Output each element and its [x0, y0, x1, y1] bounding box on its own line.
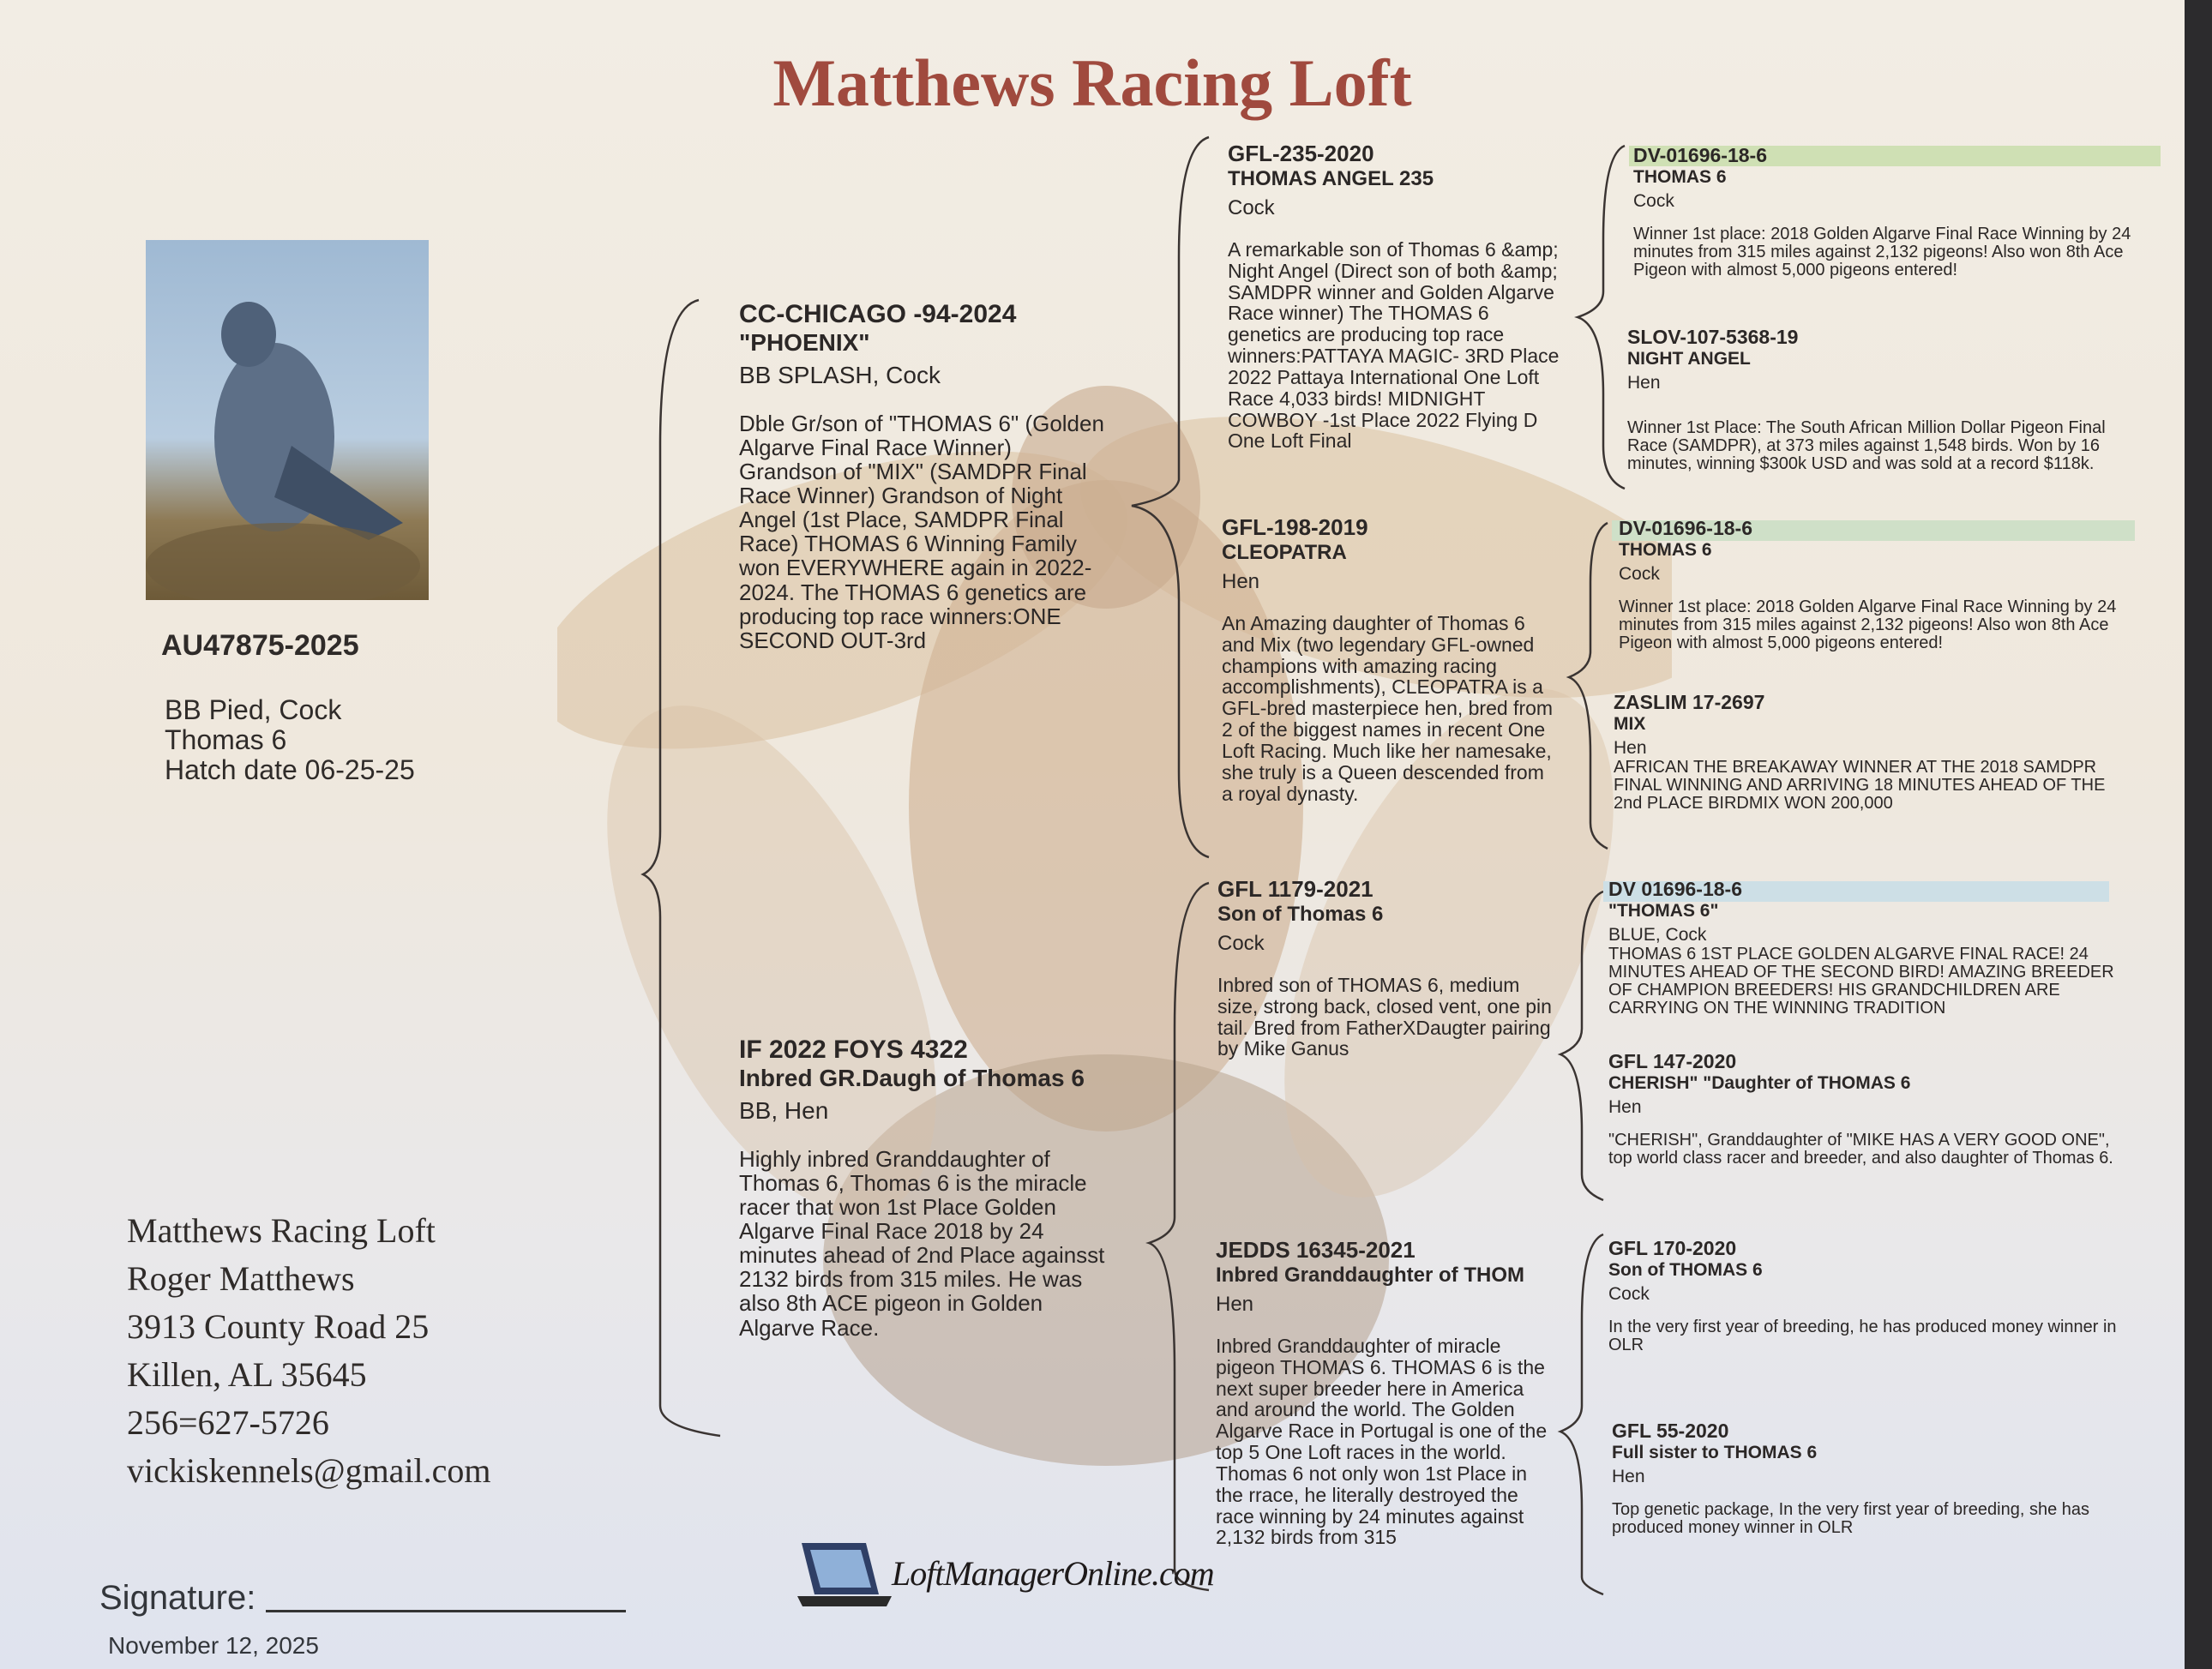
gen2-notes: An Amazing daughter of Thomas 6 and Mix (two legendary GFL-owned champions with amazing racing accomplishments), CLEOPATRA is a GFL-bred masterpiece hen, bred from 2 of the biggest names in recent One Loft Racing. Much like her namesake, she truly is a Queen descended from a royal dynasty. — [1222, 612, 1554, 805]
gen3-block — [1608, 1050, 2123, 1168]
gen3-name: MIX — [1614, 714, 1646, 734]
contact-email: vickiskennels@gmail.com — [127, 1451, 491, 1490]
dam-block — [739, 1036, 1108, 1340]
gen2-name: THOMAS ANGEL 235 — [1228, 167, 1434, 190]
gen3-sex: Hen — [1608, 1097, 1642, 1117]
contact-address1: 3913 County Road 25 — [127, 1307, 430, 1346]
sire-color-sex: BB SPLASH, Cock — [739, 362, 941, 388]
gen3-band: DV-01696-18-6 — [1619, 517, 1752, 539]
gen2-name: Inbred Granddaughter of THOM — [1216, 1264, 1524, 1287]
page-title: Matthews Racing Loft — [772, 45, 1412, 120]
contact-loft: Matthews Racing Loft — [127, 1211, 436, 1250]
gen2-band: GFL-235-2020 — [1228, 141, 1374, 166]
gen2-band: GFL 1179-2021 — [1217, 876, 1373, 902]
gen2-block — [1217, 876, 1552, 1060]
gen3-block — [1627, 326, 2142, 473]
gen3-sex: Cock — [1633, 191, 1674, 211]
gen3-name: CHERISH" "Daughter of THOMAS 6 — [1608, 1073, 1911, 1093]
gen3-band: GFL 55-2020 — [1612, 1420, 1729, 1442]
dam-name: Inbred GR.Daugh of Thomas 6 — [739, 1065, 1085, 1091]
laptop-icon — [797, 1534, 892, 1612]
sire-notes: Dble Gr/son of "THOMAS 6" (Golden Algarve Final Race Winner) Grandson of "MIX" (SAMDPR Final Race Winner) Grandson of Night Angel (1st Place, SAMDPR Final Race) THOMAS 6 Winning Family won EVERYWHERE again in 2022-2024. The THOMAS 6 genetics are producing top race winners:ONE SECOND OUT-3rd — [739, 411, 1104, 652]
gen2-block — [1216, 1237, 1550, 1548]
gen2-sex: Hen — [1216, 1293, 1254, 1316]
gen2-notes: Inbred son of THOMAS 6, medium size, strong back, closed vent, one pin tail. Bred from FatherXDaugter pairing by Mike Ganus — [1217, 974, 1552, 1060]
gen2-name: CLEOPATRA — [1222, 541, 1347, 564]
gen2-name: Son of Thomas 6 — [1217, 903, 1384, 926]
gen3-notes: Winner 1st place: 2018 Golden Algarve Final Race Winning by 24 minutes from 315 miles against 2,132 pigeons! Also won 8th Ace Pigeon with almost 5,000 pigeons entered! — [1633, 225, 2131, 279]
gen3-sex: Hen — [1614, 738, 1647, 758]
contact-address2: Killen, AL 35645 — [127, 1355, 367, 1394]
gen3-block — [1608, 1237, 2123, 1354]
gen3-notes: AFRICAN THE BREAKAWAY WINNER AT THE 2018 SAMDPR FINAL WINNING AND ARRIVING 18 MINUTES AHEAD OF THE 2nd PLACE BIRDMIX WON 200,000 — [1614, 758, 2106, 813]
gen3-notes: Winner 1st Place: The South African Million Dollar Pigeon Final Race (SAMDPR), at 373 miles against 1,548 birds. Won by 16 minutes, winning $300k USD and was sold at a record $118k. — [1627, 418, 2106, 473]
gen3-band: DV-01696-18-6 — [1633, 144, 1767, 166]
gen3-notes: Winner 1st place: 2018 Golden Algarve Final Race Winning by 24 minutes from 315 miles against 2,132 pigeons! Also won 8th Ace Pigeon with almost 5,000 pigeons entered! — [1619, 597, 2117, 652]
gen3-sex: Hen — [1612, 1467, 1645, 1486]
gen2-notes: Inbred Granddaughter of miracle pigeon THOMAS 6. THOMAS 6 is the next super breeder here in America and around the world. The Golden Algarve Race in Portugal is one of the top 5 One Loft races in the world. Thomas 6 not only won 1st Place in the rrace, he literally destroyed the race winning by 24 minutes against 2,132 birds from 315 — [1216, 1335, 1548, 1549]
gen3-sex: Hen — [1627, 373, 1661, 393]
dam-band: IF 2022 FOYS 4322 — [739, 1036, 968, 1064]
subject-name: Thomas 6 — [165, 724, 287, 755]
gen3-sex: Cock — [1608, 1284, 1650, 1304]
gen2-sex: Hen — [1222, 570, 1260, 593]
gen3-band: SLOV-107-5368-19 — [1627, 326, 1799, 348]
sire-block — [739, 300, 1108, 652]
gen2-notes: A remarkable son of Thomas 6 &amp; Night Angel (Direct son of both &amp; SAMDPR winner and Golden Algarve Race winner) The THOMAS 6 genetics are producing top race winners:PATTAYA MAGIC- 3RD Place 2022 Pattaya International One Loft Race 4,033 birds! MIDNIGHT COWBOY -1st Place 2022 Flying D One Loft Final — [1228, 239, 1560, 453]
subject-hatch-date: Hatch date 06-25-25 — [165, 754, 415, 785]
gen3-name: THOMAS 6 — [1633, 167, 1727, 187]
gen3-name: "THOMAS 6" — [1608, 901, 1719, 921]
loftmanager-logo — [797, 1534, 1214, 1612]
sire-band: CC-CHICAGO -94-2024 — [739, 300, 1017, 328]
gen2-sex: Cock — [1228, 196, 1275, 219]
contact-phone: 256=627-5726 — [127, 1403, 329, 1442]
signature-label: Signature: — [99, 1579, 256, 1617]
gen3-block — [1633, 144, 2139, 279]
gen3-notes: In the very first year of breeding, he has produced money winner in OLR — [1608, 1318, 2117, 1354]
dam-notes: Highly inbred Granddaughter of Thomas 6, Thomas 6 is the miracle racer that won 1st Place Golden Algarve Final Race 2018 by 24 minutes ahead of 2nd Place againsst 2132 birds from 315 miles. He was also 8th ACE pigeon in Golden Algarve Race. — [739, 1146, 1105, 1341]
dam-color-sex: BB, Hen — [739, 1097, 829, 1124]
signature-line — [266, 1610, 626, 1612]
gen3-block — [1614, 691, 2128, 813]
gen3-notes: Top genetic package, In the very first year of breeding, she has produced money winner in OLR — [1612, 1500, 2089, 1537]
gen3-band: GFL 170-2020 — [1608, 1237, 1737, 1259]
subject-color-sex: BB Pied, Cock — [165, 694, 342, 725]
print-date: November 12, 2025 — [108, 1632, 319, 1659]
gen3-block — [1619, 517, 2125, 652]
logo-text: LoftManagerOnline.com — [892, 1554, 1214, 1593]
contact-owner: Roger Matthews — [127, 1259, 355, 1298]
gen3-notes: THOMAS 6 1ST PLACE GOLDEN ALGARVE FINAL RACE! 24 MINUTES AHEAD OF THE SECOND BIRD! AMAZING BREEDER OF CHAMPION BREEDERS! HIS GRANDCHILDREN ARE CARRYING ON THE WINNING TRADITION — [1608, 946, 2114, 1018]
gen2-block — [1228, 141, 1562, 452]
gen3-sex: BLUE, Cock — [1608, 925, 1707, 945]
gen2-band: JEDDS 16345-2021 — [1216, 1237, 1416, 1263]
gen3-name: NIGHT ANGEL — [1627, 349, 1751, 369]
gen3-name: Son of THOMAS 6 — [1608, 1260, 1763, 1280]
gen3-block — [1608, 878, 2123, 1018]
sire-name: "PHOENIX" — [739, 329, 870, 356]
gen3-band: DV 01696-18-6 — [1608, 878, 1742, 900]
gen3-name: Full sister to THOMAS 6 — [1612, 1443, 1818, 1462]
gen3-notes: "CHERISH", Granddaughter of "MIKE HAS A VERY GOOD ONE", top world class racer and breeder, and also daughter of Thomas 6. — [1608, 1131, 2113, 1168]
gen2-sex: Cock — [1217, 932, 1265, 955]
gen3-band: ZASLIM 17-2697 — [1614, 691, 1765, 713]
subject-band: AU47875-2025 — [161, 629, 359, 662]
gen2-band: GFL-198-2019 — [1222, 514, 1368, 540]
gen3-block — [1612, 1420, 2126, 1537]
gen2-block — [1222, 514, 1556, 804]
gen3-name: THOMAS 6 — [1619, 540, 1712, 560]
gen3-band: GFL 147-2020 — [1608, 1050, 1737, 1072]
gen3-sex: Cock — [1619, 564, 1660, 584]
pigeon-photo — [146, 240, 429, 600]
